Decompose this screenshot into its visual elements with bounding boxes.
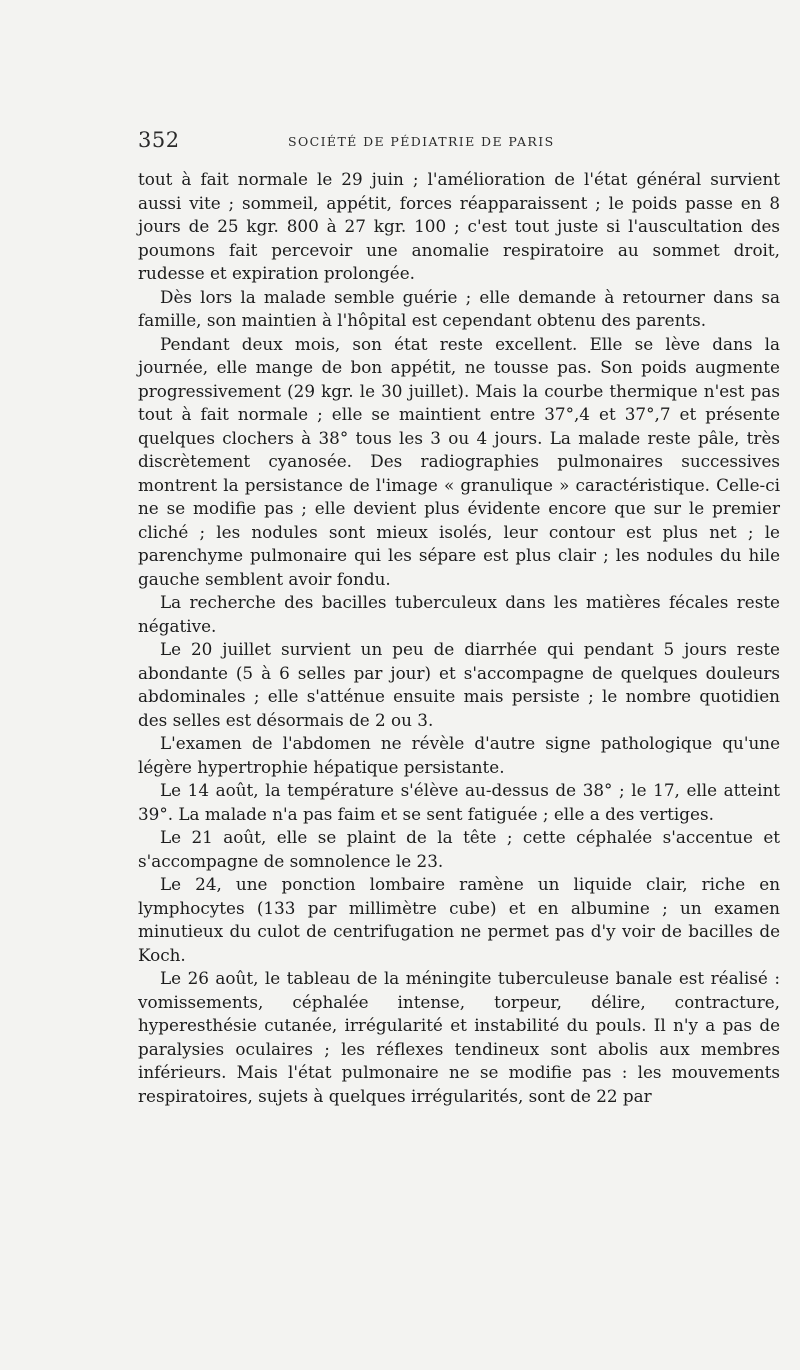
paragraph: L'examen de l'abdomen ne révèle d'autre signe pathologique qu'une légère hypertrophie hépatique persistante.	[138, 733, 780, 777]
paragraph: Pendant deux mois, son état reste excellent. Elle se lève dans la journée, elle mange de bon appétit, ne tousse pas. Son poids augmente progressivement (29 kgr. le 30 juillet). Mais la courbe thermique n'est pas tout à fait normale ; elle se maintient entre 37°,4 et 37°,7 et présente quelques clochers à 38° tous les 3 ou 4 jours. La malade reste pâle, très discrètement cyanosée. Des radiographies pulmonaires successives montrent la persistance de l'image « granulique » caractéristique. Celle-ci ne se modifie pas ; elle devient plus évidente encore que sur le premier cliché ; les nodules sont mieux isolés, leur contour est plus net ; le parenchyme pulmonaire qui les sépare est plus clair ; les nodules du hile gauche semblent avoir fondu.	[138, 333, 780, 589]
paragraph: Le 26 août, le tableau de la méningite tuberculeuse banale est réalisé : vomissements, céphalée intense, torpeur, délire, contracture, hyperesthésie cutanée, irrégularité et instabilité du pouls. Il n'y a pas de paralysies oculaires ; les réflexes tendineux sont abolis aux membres inférieurs. Mais l'état pulmonaire ne se modifie pas : les mouvements respiratoires, sujets à quelques irrégularités, sont de 22 par	[138, 968, 780, 1106]
page-number: 352	[138, 128, 180, 152]
paragraph: tout à fait normale le 29 juin ; l'amélioration de l'état général survient aussi vite ; sommeil, appétit, forces réapparaissent ; le poids passe en 8 jours de 25 kgr. 800 à 27 kgr. 100 ; c'est tout juste si l'auscultation des poumons fait percevoir une anomalie respiratoire au sommet droit, rudesse et expiration prolongée.	[138, 169, 780, 283]
body-text	[138, 168, 780, 1108]
paragraph: Le 21 août, elle se plaint de la tête ; cette céphalée s'accentue et s'accompagne de somnolence le 23.	[138, 827, 780, 871]
paragraph: La recherche des bacilles tuberculeux dans les matières fécales reste négative.	[138, 592, 780, 636]
page-header	[138, 128, 780, 154]
paragraph: Le 14 août, la température s'élève au-dessus de 38° ; le 17, elle atteint 39°. La malade n'a pas faim et se sent fatiguée ; elle a des vertiges.	[138, 780, 780, 824]
running-title: SOCIÉTÉ DE PÉDIATRIE DE PARIS	[288, 134, 555, 149]
paragraph: Dès lors la malade semble guérie ; elle demande à retourner dans sa famille, son maintien à l'hôpital est cependant obtenu des parents.	[138, 286, 780, 330]
paragraph: Le 24, une ponction lombaire ramène un liquide clair, riche en lymphocytes (133 par millimètre cube) et en albumine ; un examen minutieux du culot de centrifugation ne permet pas d'y voir de bacilles de Koch.	[138, 874, 780, 965]
paragraph: Le 20 juillet survient un peu de diarrhée qui pendant 5 jours reste abondante (5 à 6 selles par jour) et s'accompagne de quelques douleurs abdominales ; elle s'atténue ensuite mais persiste ; le nombre quotidien des selles est désormais de 2 ou 3.	[138, 639, 780, 730]
